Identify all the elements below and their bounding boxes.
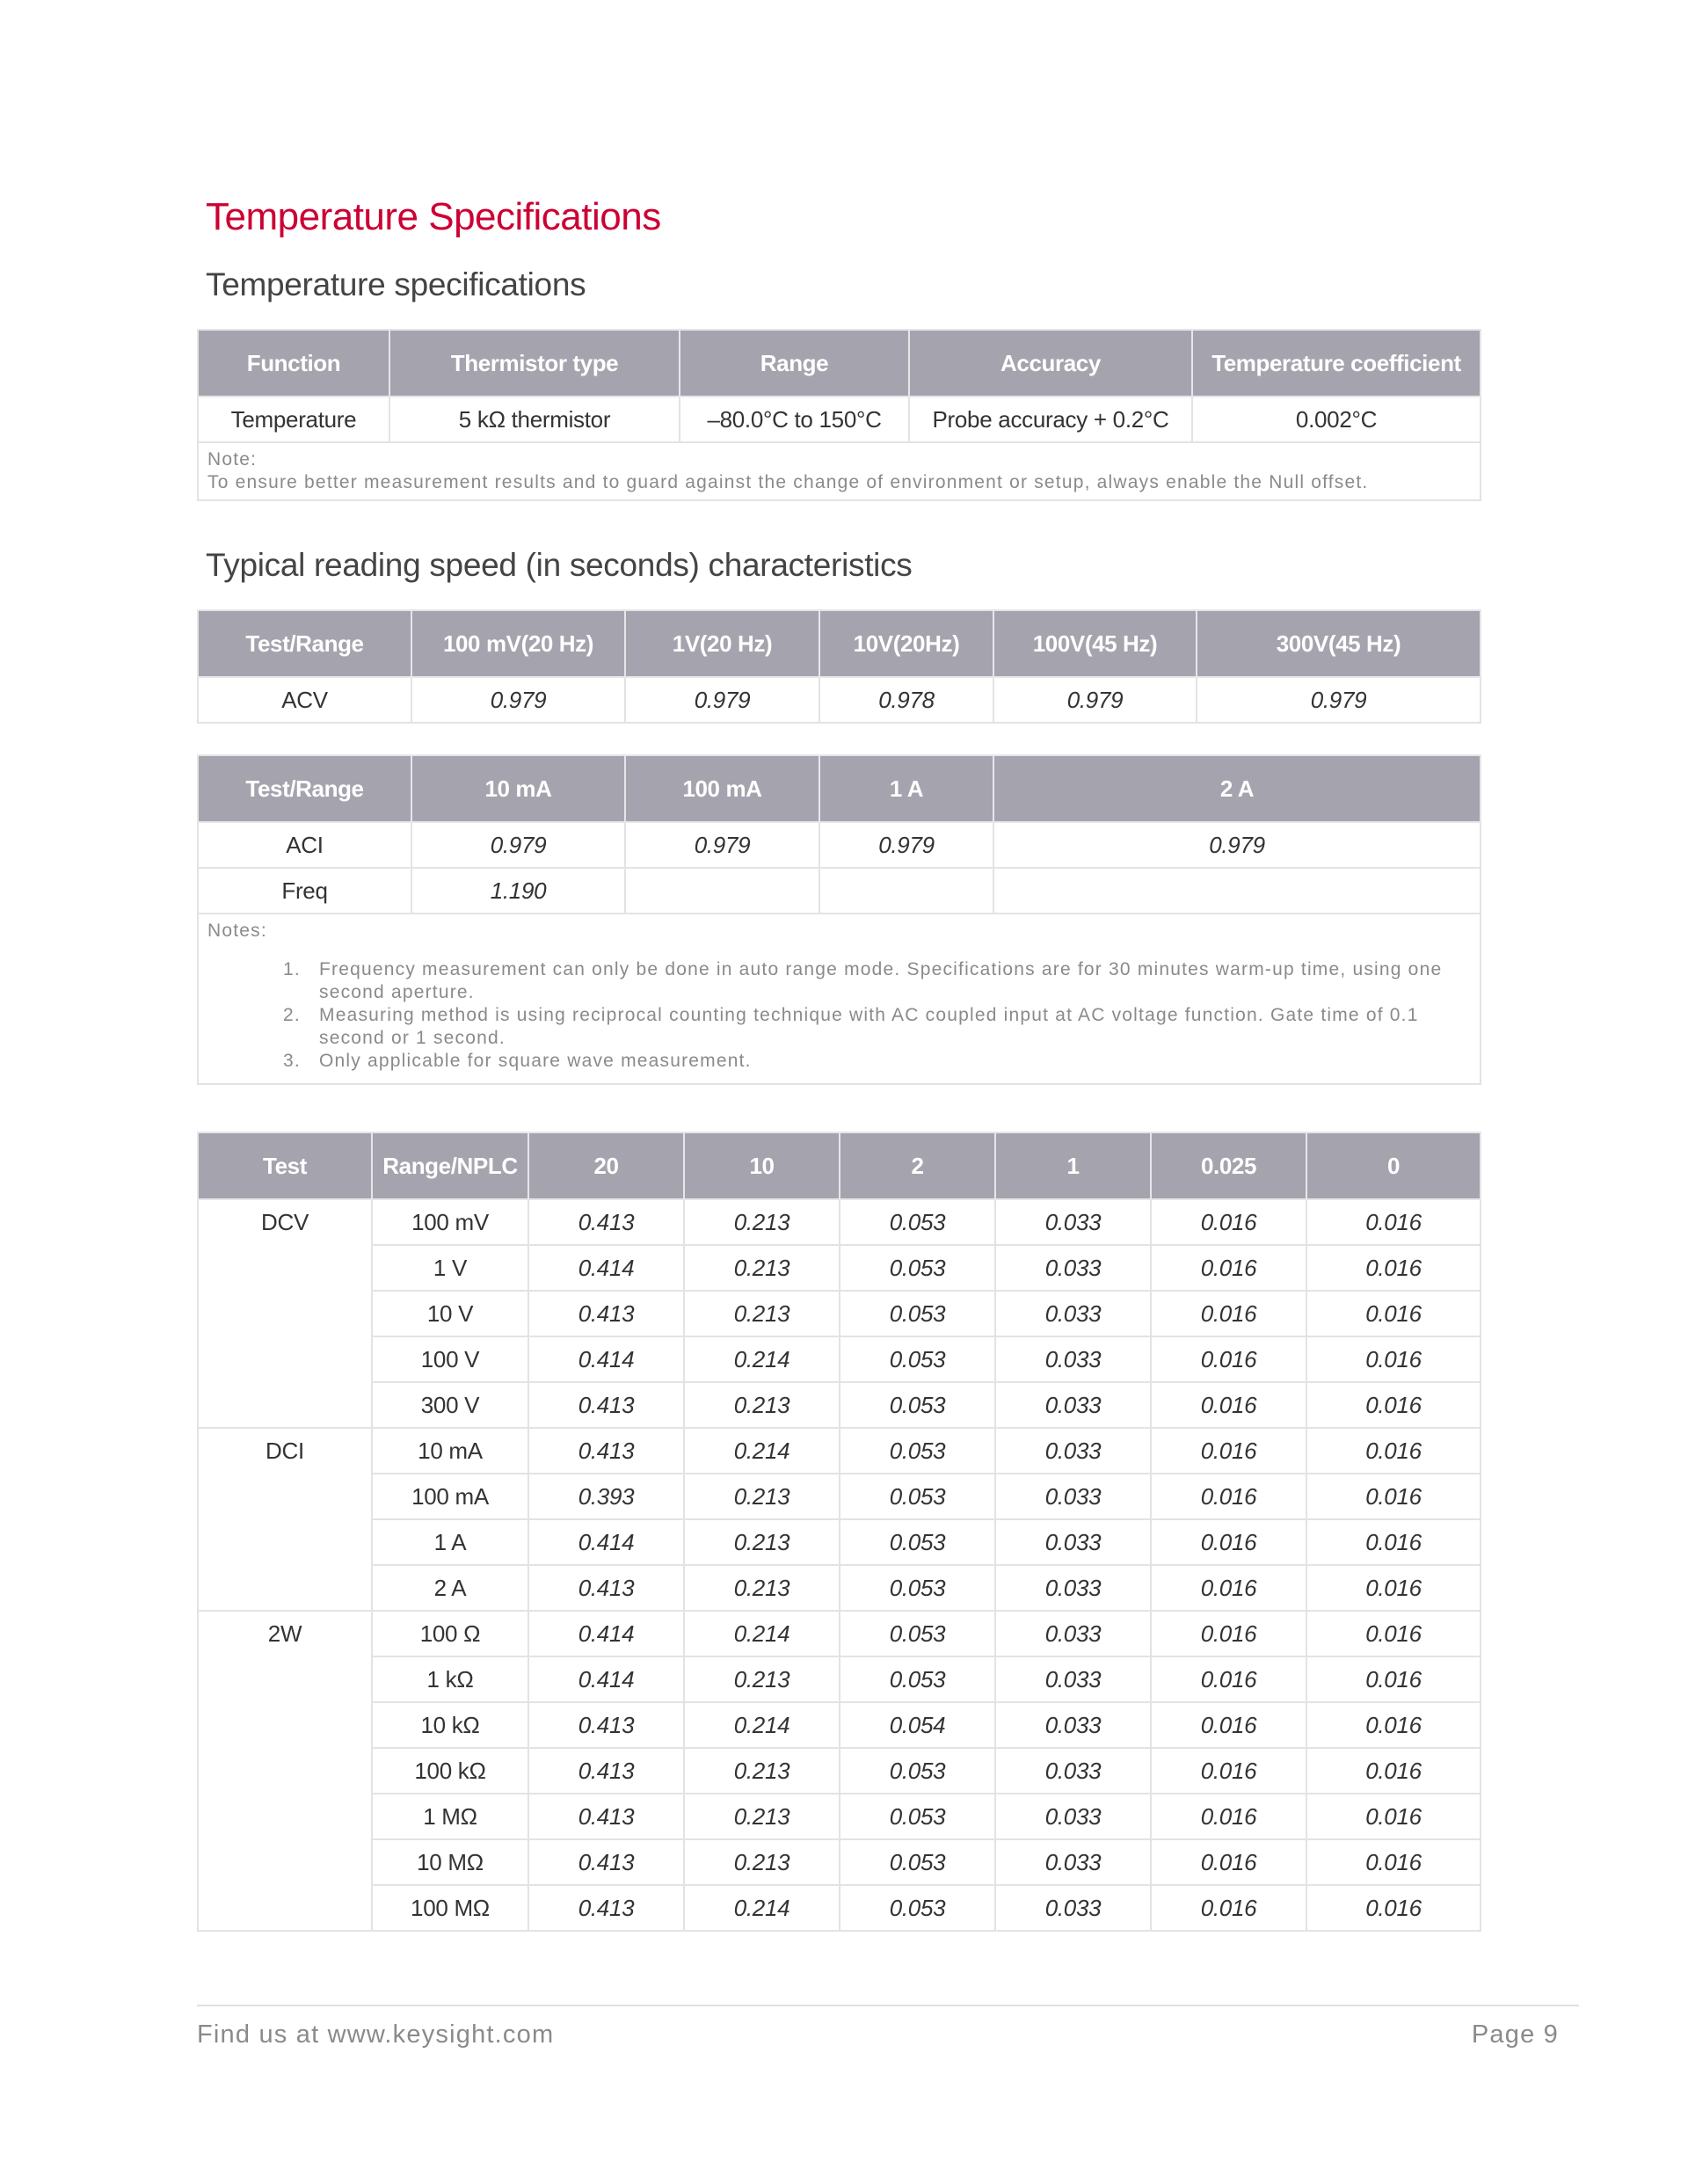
- table-row: [198, 1702, 1481, 1748]
- value-cell: 0.213: [684, 1382, 840, 1428]
- column-header: 300V(45 Hz): [1197, 610, 1481, 677]
- value-cell: 0.053: [840, 1291, 995, 1336]
- column-header: 0.025: [1151, 1132, 1306, 1199]
- table-cell: 0.979: [993, 677, 1197, 723]
- value-cell: 0.016: [1306, 1428, 1481, 1474]
- column-header: Test: [198, 1132, 372, 1199]
- notes-row: [198, 914, 1481, 1084]
- value-cell: 0.033: [995, 1428, 1151, 1474]
- column-header: 0: [1306, 1132, 1481, 1199]
- value-cell: 0.413: [528, 1794, 684, 1839]
- value-cell: 0.213: [684, 1474, 840, 1519]
- value-cell: 0.033: [995, 1519, 1151, 1565]
- nplc-table-body: [198, 1199, 1481, 1931]
- note-cell: [198, 442, 1481, 500]
- table-row: [198, 1336, 1481, 1382]
- column-header: Temperature coefficient: [1192, 330, 1481, 397]
- footer-divider: [197, 2005, 1579, 2006]
- value-cell: 0.414: [528, 1611, 684, 1656]
- value-cell: 0.016: [1151, 1519, 1306, 1565]
- table-cell: 0.979: [819, 822, 993, 868]
- column-header: Range: [680, 330, 909, 397]
- value-cell: 0.214: [684, 1611, 840, 1656]
- footer-website-link[interactable]: Find us at www.keysight.com: [197, 2020, 555, 2049]
- table-row: [198, 1565, 1481, 1611]
- table-row: [198, 397, 1481, 442]
- value-cell: 0.414: [528, 1519, 684, 1565]
- column-header: 10: [684, 1132, 840, 1199]
- range-cell: 100 kΩ: [372, 1748, 528, 1794]
- value-cell: 0.413: [528, 1382, 684, 1428]
- range-cell: 300 V: [372, 1382, 528, 1428]
- value-cell: 0.033: [995, 1656, 1151, 1702]
- table-cell: 0.979: [993, 822, 1481, 868]
- value-cell: 0.053: [840, 1382, 995, 1428]
- value-cell: 0.053: [840, 1885, 995, 1931]
- table-cell: 0.979: [625, 822, 819, 868]
- value-cell: 0.413: [528, 1199, 684, 1245]
- table-cell: 0.979: [625, 677, 819, 723]
- column-header: Function: [198, 330, 389, 397]
- value-cell: 0.413: [528, 1565, 684, 1611]
- table-row: [198, 1611, 1481, 1656]
- value-cell: 0.214: [684, 1336, 840, 1382]
- range-cell: 10 V: [372, 1291, 528, 1336]
- value-cell: 0.016: [1306, 1245, 1481, 1291]
- table-cell: [625, 868, 819, 914]
- value-cell: 0.033: [995, 1702, 1151, 1748]
- notes-cell: [198, 914, 1481, 1084]
- value-cell: 0.016: [1151, 1656, 1306, 1702]
- value-cell: 0.053: [840, 1519, 995, 1565]
- value-cell: 0.053: [840, 1474, 995, 1519]
- table-row: [198, 1748, 1481, 1794]
- test-type-cell: 2W: [198, 1611, 372, 1931]
- value-cell: 0.213: [684, 1245, 840, 1291]
- table-cell: ACI: [198, 822, 411, 868]
- value-cell: 0.053: [840, 1565, 995, 1611]
- value-cell: 0.053: [840, 1656, 995, 1702]
- note-text: To ensure better measurement results and to guard against the change of environment or setup, always enable the Null offset.: [207, 472, 1369, 492]
- note-row: [198, 442, 1481, 500]
- value-cell: 0.016: [1151, 1748, 1306, 1794]
- column-header: 1: [995, 1132, 1151, 1199]
- range-cell: 2 A: [372, 1565, 528, 1611]
- value-cell: 0.413: [528, 1428, 684, 1474]
- value-cell: 0.033: [995, 1885, 1151, 1931]
- value-cell: 0.214: [684, 1428, 840, 1474]
- value-cell: 0.033: [995, 1794, 1151, 1839]
- table-header-row: [198, 330, 1481, 397]
- column-header: 2 A: [993, 755, 1481, 822]
- table-row: [198, 1519, 1481, 1565]
- table-cell: 0.979: [411, 822, 625, 868]
- table-row: [198, 1428, 1481, 1474]
- range-cell: 1 A: [372, 1519, 528, 1565]
- value-cell: 0.413: [528, 1885, 684, 1931]
- column-header: 10V(20Hz): [819, 610, 993, 677]
- value-cell: 0.016: [1151, 1382, 1306, 1428]
- value-cell: 0.016: [1306, 1702, 1481, 1748]
- value-cell: 0.016: [1306, 1794, 1481, 1839]
- value-cell: 0.016: [1306, 1885, 1481, 1931]
- range-cell: 100 MΩ: [372, 1885, 528, 1931]
- acv-speed-table: [197, 609, 1481, 724]
- column-header: 10 mA: [411, 755, 625, 822]
- range-cell: 100 V: [372, 1336, 528, 1382]
- column-header: 1 A: [819, 755, 993, 822]
- value-cell: 0.033: [995, 1382, 1151, 1428]
- test-type-cell: DCI: [198, 1428, 372, 1611]
- value-cell: 0.213: [684, 1519, 840, 1565]
- column-header: 100 mV(20 Hz): [411, 610, 625, 677]
- value-cell: 0.016: [1151, 1336, 1306, 1382]
- value-cell: 0.213: [684, 1839, 840, 1885]
- value-cell: 0.016: [1151, 1702, 1306, 1748]
- value-cell: 0.053: [840, 1428, 995, 1474]
- table-row: [198, 868, 1481, 914]
- value-cell: 0.016: [1306, 1565, 1481, 1611]
- list-item: 3. Only applicable for square wave measurement.: [307, 1050, 1471, 1073]
- value-cell: 0.053: [840, 1199, 995, 1245]
- column-header: Range/NPLC: [372, 1132, 528, 1199]
- table-row: [198, 1382, 1481, 1428]
- column-header: Test/Range: [198, 755, 411, 822]
- page-number: Page 9: [1471, 2020, 1559, 2049]
- value-cell: 0.033: [995, 1474, 1151, 1519]
- table-cell: [993, 868, 1481, 914]
- value-cell: 0.214: [684, 1702, 840, 1748]
- notes-label: Notes:: [207, 921, 267, 941]
- value-cell: 0.054: [840, 1702, 995, 1748]
- table-row: [198, 1794, 1481, 1839]
- column-header: 20: [528, 1132, 684, 1199]
- value-cell: 0.053: [840, 1336, 995, 1382]
- test-type-cell: DCV: [198, 1199, 372, 1428]
- table-cell: 0.979: [1197, 677, 1481, 723]
- table-row: [198, 677, 1481, 723]
- value-cell: 0.413: [528, 1291, 684, 1336]
- value-cell: 0.033: [995, 1611, 1151, 1656]
- range-cell: 1 MΩ: [372, 1794, 528, 1839]
- table-cell: 0.002°C: [1192, 397, 1481, 442]
- range-cell: 100 mV: [372, 1199, 528, 1245]
- range-cell: 1 kΩ: [372, 1656, 528, 1702]
- note-label: Note:: [207, 449, 258, 470]
- value-cell: 0.016: [1151, 1428, 1306, 1474]
- column-header: 100 mA: [625, 755, 819, 822]
- table-row: [198, 1474, 1481, 1519]
- range-cell: 100 Ω: [372, 1611, 528, 1656]
- table-cell: 0.978: [819, 677, 993, 723]
- value-cell: 0.033: [995, 1199, 1151, 1245]
- value-cell: 0.033: [995, 1748, 1151, 1794]
- reading-speed-heading: Typical reading speed (in seconds) characteristics: [206, 547, 913, 583]
- value-cell: 0.016: [1306, 1656, 1481, 1702]
- table-cell: 0.979: [411, 677, 625, 723]
- table-row: [198, 1291, 1481, 1336]
- range-cell: 1 V: [372, 1245, 528, 1291]
- table-cell: Freq: [198, 868, 411, 914]
- range-cell: 10 mA: [372, 1428, 528, 1474]
- table-header-row: [198, 1132, 1481, 1199]
- column-header: 100V(45 Hz): [993, 610, 1197, 677]
- value-cell: 0.016: [1151, 1291, 1306, 1336]
- value-cell: 0.016: [1151, 1474, 1306, 1519]
- value-cell: 0.213: [684, 1291, 840, 1336]
- page-title: Temperature Specifications: [206, 195, 661, 238]
- value-cell: 0.016: [1306, 1291, 1481, 1336]
- value-cell: 0.033: [995, 1839, 1151, 1885]
- table-cell: 5 kΩ thermistor: [389, 397, 680, 442]
- value-cell: 0.053: [840, 1794, 995, 1839]
- list-item: 2. Measuring method is using reciprocal counting technique with AC coupled input at AC voltage function. Gate time of 0.1 second or 1 second.: [307, 1004, 1471, 1050]
- value-cell: 0.016: [1306, 1611, 1481, 1656]
- list-item: 1. Frequency measurement can only be done in auto range mode. Specifications are for 30 minutes warm-up time, using one second aperture.: [307, 958, 1471, 1004]
- value-cell: 0.053: [840, 1748, 995, 1794]
- table-row: [198, 1199, 1481, 1245]
- table-row: [198, 822, 1481, 868]
- table-cell: 1.190: [411, 868, 625, 914]
- column-header: Thermistor type: [389, 330, 680, 397]
- value-cell: 0.016: [1306, 1199, 1481, 1245]
- column-header: Accuracy: [909, 330, 1192, 397]
- value-cell: 0.016: [1151, 1839, 1306, 1885]
- value-cell: 0.016: [1306, 1336, 1481, 1382]
- value-cell: 0.393: [528, 1474, 684, 1519]
- table-cell: Probe accuracy + 0.2°C: [909, 397, 1192, 442]
- value-cell: 0.016: [1151, 1199, 1306, 1245]
- value-cell: 0.213: [684, 1199, 840, 1245]
- value-cell: 0.053: [840, 1839, 995, 1885]
- value-cell: 0.414: [528, 1656, 684, 1702]
- column-header: 2: [840, 1132, 995, 1199]
- value-cell: 0.214: [684, 1885, 840, 1931]
- range-cell: 10 kΩ: [372, 1702, 528, 1748]
- value-cell: 0.053: [840, 1611, 995, 1656]
- table-cell: ACV: [198, 677, 411, 723]
- temperature-spec-table: [197, 329, 1481, 501]
- nplc-speed-table: [197, 1132, 1481, 1932]
- value-cell: 0.213: [684, 1565, 840, 1611]
- value-cell: 0.016: [1306, 1474, 1481, 1519]
- value-cell: 0.033: [995, 1291, 1151, 1336]
- value-cell: 0.213: [684, 1748, 840, 1794]
- table-row: [198, 1839, 1481, 1885]
- column-header: Test/Range: [198, 610, 411, 677]
- table-cell: [819, 868, 993, 914]
- table-header-row: [198, 610, 1481, 677]
- value-cell: 0.016: [1151, 1794, 1306, 1839]
- table-row: [198, 1885, 1481, 1931]
- value-cell: 0.016: [1306, 1519, 1481, 1565]
- value-cell: 0.016: [1151, 1245, 1306, 1291]
- range-cell: 100 mA: [372, 1474, 528, 1519]
- value-cell: 0.414: [528, 1245, 684, 1291]
- table-row: [198, 1656, 1481, 1702]
- value-cell: 0.016: [1306, 1748, 1481, 1794]
- value-cell: 0.414: [528, 1336, 684, 1382]
- value-cell: 0.033: [995, 1245, 1151, 1291]
- table-cell: –80.0°C to 150°C: [680, 397, 909, 442]
- value-cell: 0.033: [995, 1336, 1151, 1382]
- column-header: 1V(20 Hz): [625, 610, 819, 677]
- value-cell: 0.213: [684, 1656, 840, 1702]
- value-cell: 0.016: [1151, 1611, 1306, 1656]
- value-cell: 0.413: [528, 1839, 684, 1885]
- table-row: [198, 1245, 1481, 1291]
- range-cell: 10 MΩ: [372, 1839, 528, 1885]
- notes-list: [207, 958, 1471, 1073]
- value-cell: 0.213: [684, 1794, 840, 1839]
- aci-speed-table: [197, 754, 1481, 1085]
- value-cell: 0.033: [995, 1565, 1151, 1611]
- value-cell: 0.016: [1306, 1839, 1481, 1885]
- value-cell: 0.016: [1151, 1565, 1306, 1611]
- value-cell: 0.413: [528, 1702, 684, 1748]
- temperature-specifications-heading: Temperature specifications: [206, 266, 586, 302]
- value-cell: 0.053: [840, 1245, 995, 1291]
- value-cell: 0.016: [1306, 1382, 1481, 1428]
- table-cell: Temperature: [198, 397, 389, 442]
- value-cell: 0.413: [528, 1748, 684, 1794]
- value-cell: 0.016: [1151, 1885, 1306, 1931]
- table-header-row: [198, 755, 1481, 822]
